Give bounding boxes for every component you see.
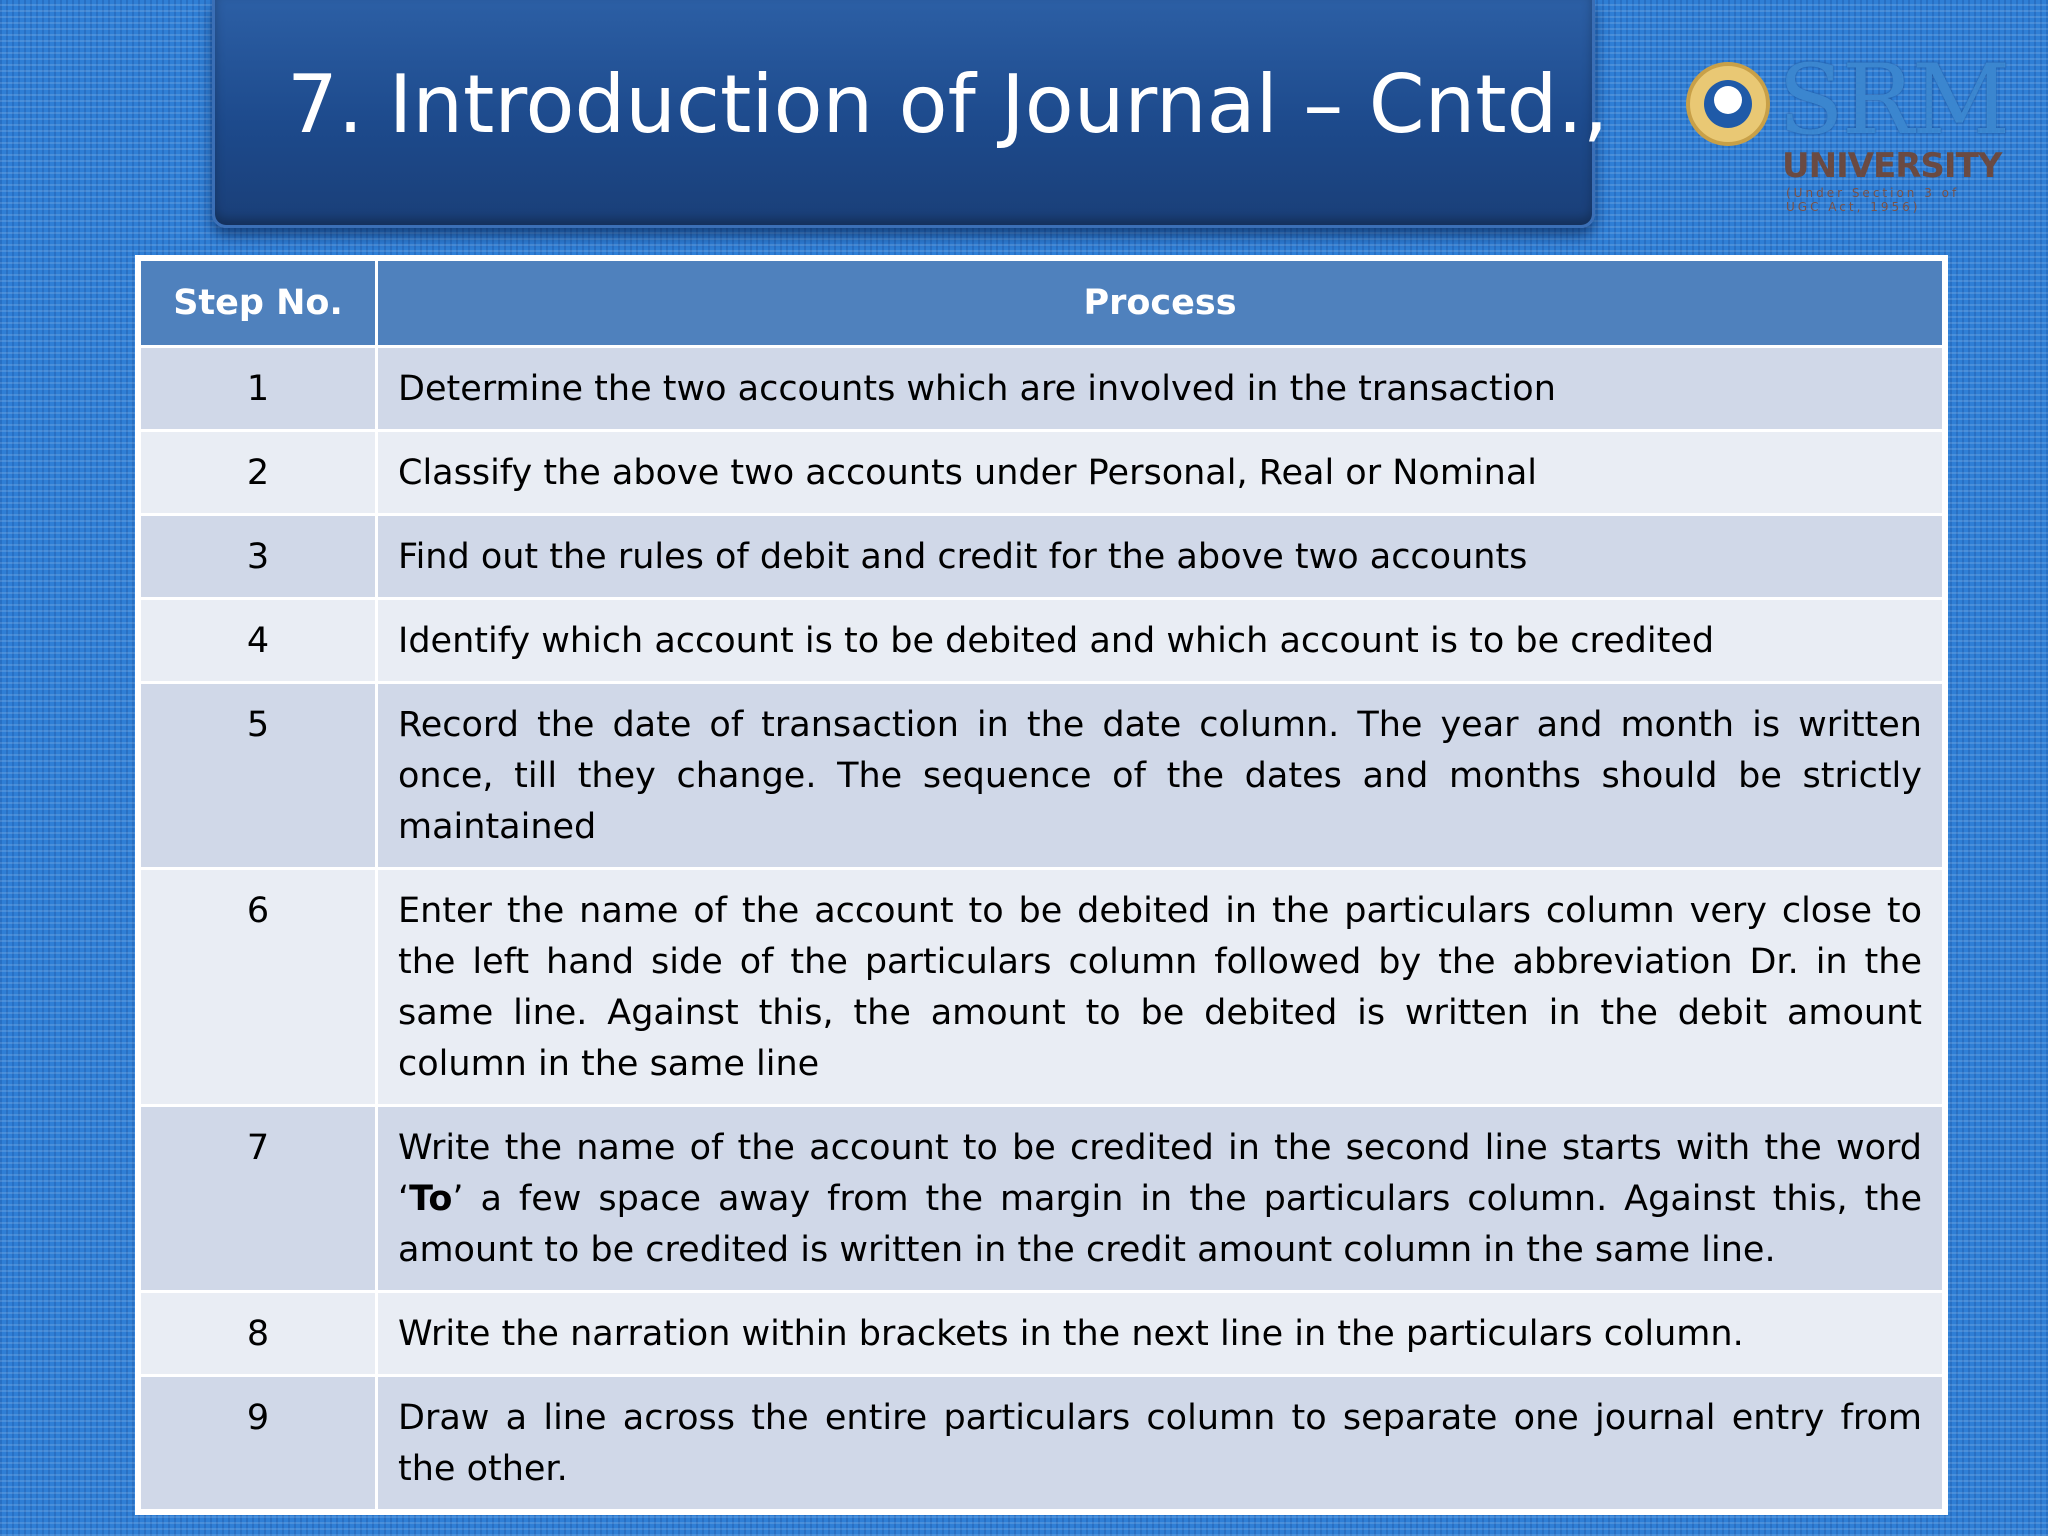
process-text	[377, 1106, 1944, 1292]
process-text: Identify which account is to be debited and which account is to be credited	[377, 599, 1944, 683]
process-text-bold: To	[409, 1179, 453, 1219]
step-number: 6	[140, 869, 377, 1106]
table-row	[140, 1376, 1944, 1511]
process-text: Determine the two accounts which are involved in the transaction	[377, 347, 1944, 431]
table-row	[140, 599, 1944, 683]
step-number: 9	[140, 1376, 377, 1511]
process-table	[135, 255, 1948, 1515]
university-seal-icon	[1686, 62, 1770, 146]
logo-subtitle-text: UNIVERSITY	[1782, 146, 2002, 186]
step-number: 3	[140, 515, 377, 599]
process-text: Draw a line across the entire particulars column to separate one journal entry from the other.	[377, 1376, 1944, 1511]
table-row	[140, 1106, 1944, 1292]
process-text: Record the date of transaction in the date column. The year and month is written once, till they change. The sequence of the dates and months should be strictly maintained	[377, 683, 1944, 869]
logo-brand-text: SRM	[1778, 44, 2009, 156]
process-text-pre: Write the name of the account to be credited in the second line starts with the word ‘	[398, 1128, 1922, 1219]
process-text: Write the narration within brackets in the next line in the particulars column.	[377, 1292, 1944, 1376]
step-number: 1	[140, 347, 377, 431]
process-text-post: ’ a few space away from the margin in the particulars column. Against this, the amount to be credited is written in the credit amount column in the same line.	[398, 1179, 1922, 1270]
step-number: 5	[140, 683, 377, 869]
slide-title: 7. Introduction of Journal – Cntd.,	[287, 58, 1609, 151]
header-process: Process	[377, 260, 1944, 347]
table-row	[140, 347, 1944, 431]
logo-tagline-text: (Under Section 3 of UGC Act, 1956)	[1786, 186, 1960, 214]
process-text: Enter the name of the account to be debited in the particulars column very close to the left hand side of the particulars column followed by the abbreviation Dr. in the same line. Against this, the amount to be debited is written in the debit amount column in the same line	[377, 869, 1944, 1106]
process-text: Find out the rules of debit and credit for the above two accounts	[377, 515, 1944, 599]
table-row	[140, 1292, 1944, 1376]
table-row	[140, 869, 1944, 1106]
title-banner	[212, 0, 1609, 228]
step-number: 7	[140, 1106, 377, 1292]
process-text: Classify the above two accounts under Personal, Real or Nominal	[377, 431, 1944, 515]
srm-university-logo	[1682, 44, 2009, 214]
step-number: 8	[140, 1292, 377, 1376]
step-number: 2	[140, 431, 377, 515]
step-number: 4	[140, 599, 377, 683]
table-row	[140, 515, 1944, 599]
table-row	[140, 431, 1944, 515]
table-header-row	[140, 260, 1944, 347]
table-row	[140, 683, 1944, 869]
header-step-no: Step No.	[140, 260, 377, 347]
